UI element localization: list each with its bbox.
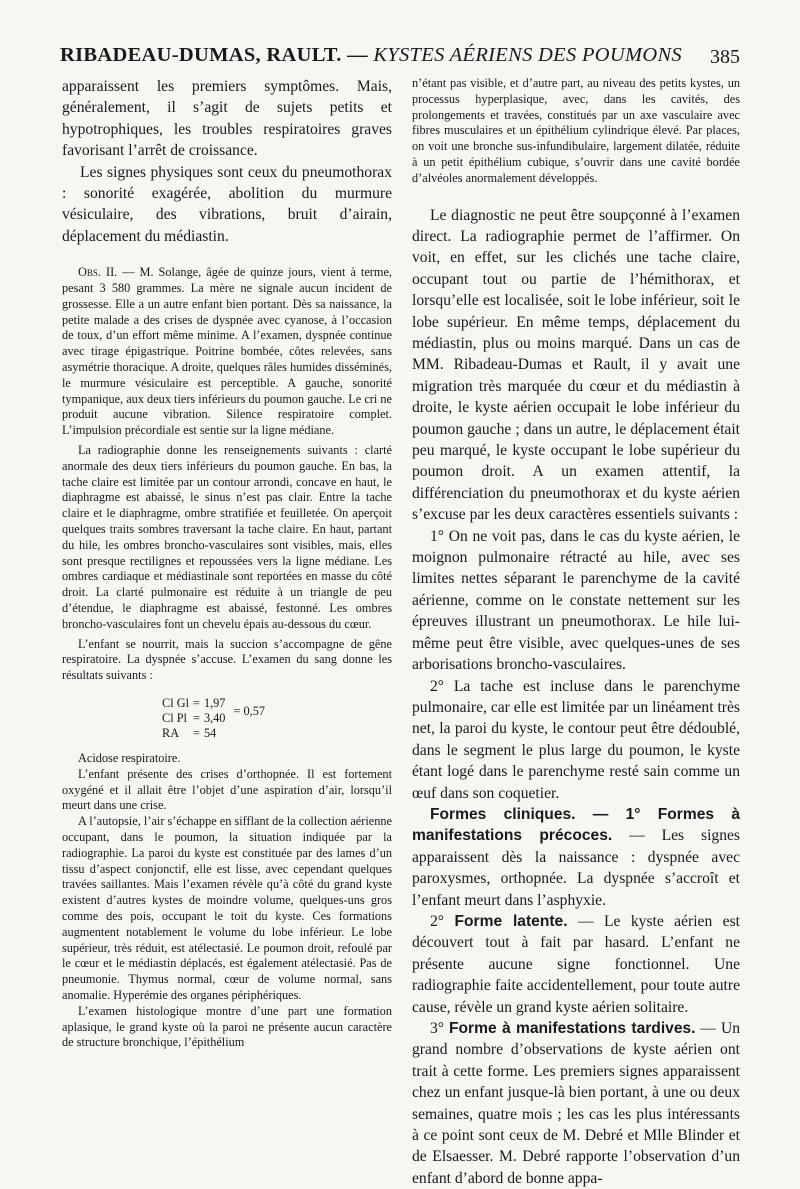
- section-text: — Un grand nombre d’observations de kyste aérien ont trait à cette forme. Les premiers signes apparaissent chez un enfant jusque-là bien portant, à une ou deux semaines, quatre mois ; les cas les plus intéressants à ce point sont ceux de M. Debré et Mlle Blinder et de Elsaesser. M. Debré rapporte l’observation d’un enfant d’abord de bonne appa-: [412, 1020, 740, 1187]
- observation-text: — M. Solange, âgée de quinze jours, vient à terme, pesant 3 580 grammes. La mère ne signale aucun incident de grossesse. Elle a un autre enfant bien portant. Dès sa naissance, la petite malade a des crises de dyspnée avec cyanose, à l’occasion de toux, d’un effort même minime. A l’examen, dyspnée continue avec tirage épigastrique. Poitrine bombée, côtes relevées, sans asymétrie thoracique. A droite, quelques râles humides disséminés, le murmure vésiculaire est perceptible. A gauche, sonorité tympanique, aux deux tiers inférieurs du poumon gauche. Le cri ne produit aucune vibration. Silence respiratoire complet. L’impulsion précordiale est sentie sur la ligne médiane.: [62, 265, 392, 438]
- section-number: 3°: [430, 1020, 449, 1038]
- section-text: — Les signes apparaissent dès la naissance : dyspnée avec paroxysmes, orthopnée. La dyspnée s’accroît et l’enfant meurt dans l’asphyxie.: [412, 827, 740, 909]
- paragraph: [412, 804, 740, 911]
- paragraph: 1° On ne voit pas, dans le cas du kyste aérien, le moignon pulmonaire rétracté au hile, avec ses limites nettes séparant le parenchyme de la cavité aérienne, comme on le constate nettement sur les épreuves illustrant un pneumothorax. Le hile lui-même peut être visible, avec quelques-unes de ses arborisations broncho-vasculaires.: [412, 527, 740, 674]
- small-paragraph: La radiographie donne les renseignements suivants : clarté anormale des deux tiers inférieurs du poumon gauche. En bas, la tache claire est limitée par un contour arrondi, concave en haut, le diaphragme est abaissé, le sinus n’est pas clair. Entre la tache claire et le diaphragme, ombre stratifiée et feuilletée. On aperçoit quelques traits sombres traversant la tache claire. En haut, partant du hile, les ombres broncho-vasculaires sont visibles, mais, elles sont presque rectilignes et repoussées vers la ligne médiane. Les ombres cardiaque et médiastinale sont reportées en masse du côté droit. La clarté pulmonaire est réduite à un triangle de peu d’étendue, le diaphragme est abaissé, festonné. Les ombres broncho-vasculaires font un chevelu épais au-dessous du cœur.: [62, 443, 392, 631]
- formula-label: Cl Gl: [162, 695, 189, 710]
- section-heading: Formes cliniques. — 1° Formes à manifestations précoces.: [412, 805, 740, 845]
- running-header: [60, 44, 740, 74]
- formula-eq: =: [193, 695, 200, 710]
- title-authors: RIBADEAU-DUMAS, RAULT. —: [60, 44, 374, 66]
- small-paragraph: L’enfant présente des crises d’orthopnée. Il est fortement oxygéné et il allait être l’objet d’une aspiration d’air, lorsqu’il meurt dans une crise.: [62, 766, 392, 813]
- formula-eq: =: [193, 725, 200, 740]
- running-title: [60, 44, 682, 67]
- page-number: 385: [710, 46, 740, 68]
- formula-label: Cl Pl: [162, 710, 187, 725]
- formula-ratio: = 0,57: [233, 703, 265, 718]
- paragraph: 2° La tache est incluse dans le parenchyme pulmonaire, car elle est limitée par un linéament très net, la paroi du kyste, le contour peut être dédoublé, dans le segment le plus large du poumon, le kyste étant logé dans le parenchyme resté sain comme un œuf dans son coquetier.: [412, 677, 740, 802]
- title-subject: KYSTES AÉRIENS DES POUMONS: [373, 44, 682, 66]
- small-paragraph: L’enfant se nourrit, mais la succion s’accompagne de gêne respiratoire. La dyspnée s’accuse. L’examen du sang donne les résultats suivants :: [62, 636, 392, 683]
- blood-formula: [162, 696, 392, 741]
- right-column: [412, 76, 740, 1189]
- paragraph: [412, 911, 740, 1018]
- formula-value: 1,97: [203, 695, 226, 710]
- formula-eq: =: [193, 710, 200, 725]
- small-paragraph: L’examen histologique montre d’une part une formation aplasique, le grand kyste où la paroi ne présente aucun caractère de structure bronchique, l’épithélium: [62, 1003, 392, 1050]
- small-paragraph: n’étant pas visible, et d’autre part, au niveau des petits kystes, un processus hyperplasique, avec, dans les cavités, des prolongements et travées, constitués par un axe vasculaire avec fibres musculaires et un épithélium cylindrique élevé. Par places, on voit une bronche sus-infundibulaire, largement dilatée, réduite à un petit épithélium cubique, s’ouvrir dans une cavité bordée d’alvéoles anormalement développés.: [412, 76, 740, 185]
- observation-paragraph: [62, 265, 392, 439]
- paragraph: apparaissent les premiers symptômes. Mais, généralement, il s’agit de sujets petits et hypotrophiques, les troubles respiratoires graves favorisant l’arrêt de croissance.: [62, 78, 392, 160]
- formula-label: RA: [162, 725, 180, 740]
- left-column: [62, 76, 392, 1051]
- small-paragraph: A l’autopsie, l’air s’échappe en sifflant de la collection aérienne occupant, dans le poumon, la situation indiquée par la radiographie. La paroi du kyste est constituée par des lames d’un tissu d’aspect conjonctif, elle est lisse, avec cependant quelques travées saillantes. Mais l’examen révèle qu’à côté du grand kyste existent d’autres kystes de moindre volume, quelques-uns gros comme des pois, occupant le toit du kyste. Ces formations augmentent notablement le volume du lobe inférieur. Le lobe supérieur, très réduit, est atélectasié. Le poumon droit, refoulé par le cœur et le médiastin déplacés, est également atélectasié. Pas de pneumonie. Thymus normal, cœur de volume normal, sans anomalie. Hyperémie des organes périphériques.: [62, 814, 392, 1002]
- section-heading: Forme à manifestations tardives.: [448, 1020, 696, 1038]
- small-paragraph: Acidose respiratoire.: [78, 750, 181, 765]
- section-number: 2°: [430, 912, 455, 930]
- paragraph: [412, 1018, 740, 1189]
- formula-value: 54: [203, 725, 217, 740]
- formula-value: 3,40: [203, 710, 226, 725]
- paragraph: Les signes physiques sont ceux du pneumothorax : sonorité exagérée, abolition du murmure vésiculaire, des vibrations, bruit d’airain, déplacement du médiastin.: [62, 163, 392, 245]
- paragraph: Le diagnostic ne peut être soupçonné à l’examen direct. La radiographie permet de l’affirmer. On voit, en effet, sur les clichés une tache claire, occupant tout ou partie de l’hémithorax, et lorsqu’elle est localisée, soit le lobe inférieur, soit le lobe supérieur. En même temps, déplacement du médiastin, plus ou moins marqué. Dans un cas de MM. Ribadeau-Dumas et Rault, il y avait une migration très marquée du cœur et du médiastin à droite, le kyste aérien occupait le lobe inférieur du poumon gauche ; dans un autre, le déplacement était peu marqué, le kyste occupant le lobe supérieur du poumon droit. A un examen attentif, la différenciation du pneumothorax et du kyste aérien s’excuse par les deux caractères essentiels suivants :: [412, 206, 740, 524]
- observation-label: Obs. II.: [78, 265, 118, 280]
- section-text: — Le kyste aérien est découvert tout à fait par hasard. L’enfant ne présente aucune signe fonctionnel. Une radiographie faite accidentellement, pour toute autre cause, révèle un grand kyste aérien solitaire.: [412, 912, 740, 1016]
- section-heading: Forme latente.: [454, 912, 568, 930]
- formula-table: [162, 696, 229, 741]
